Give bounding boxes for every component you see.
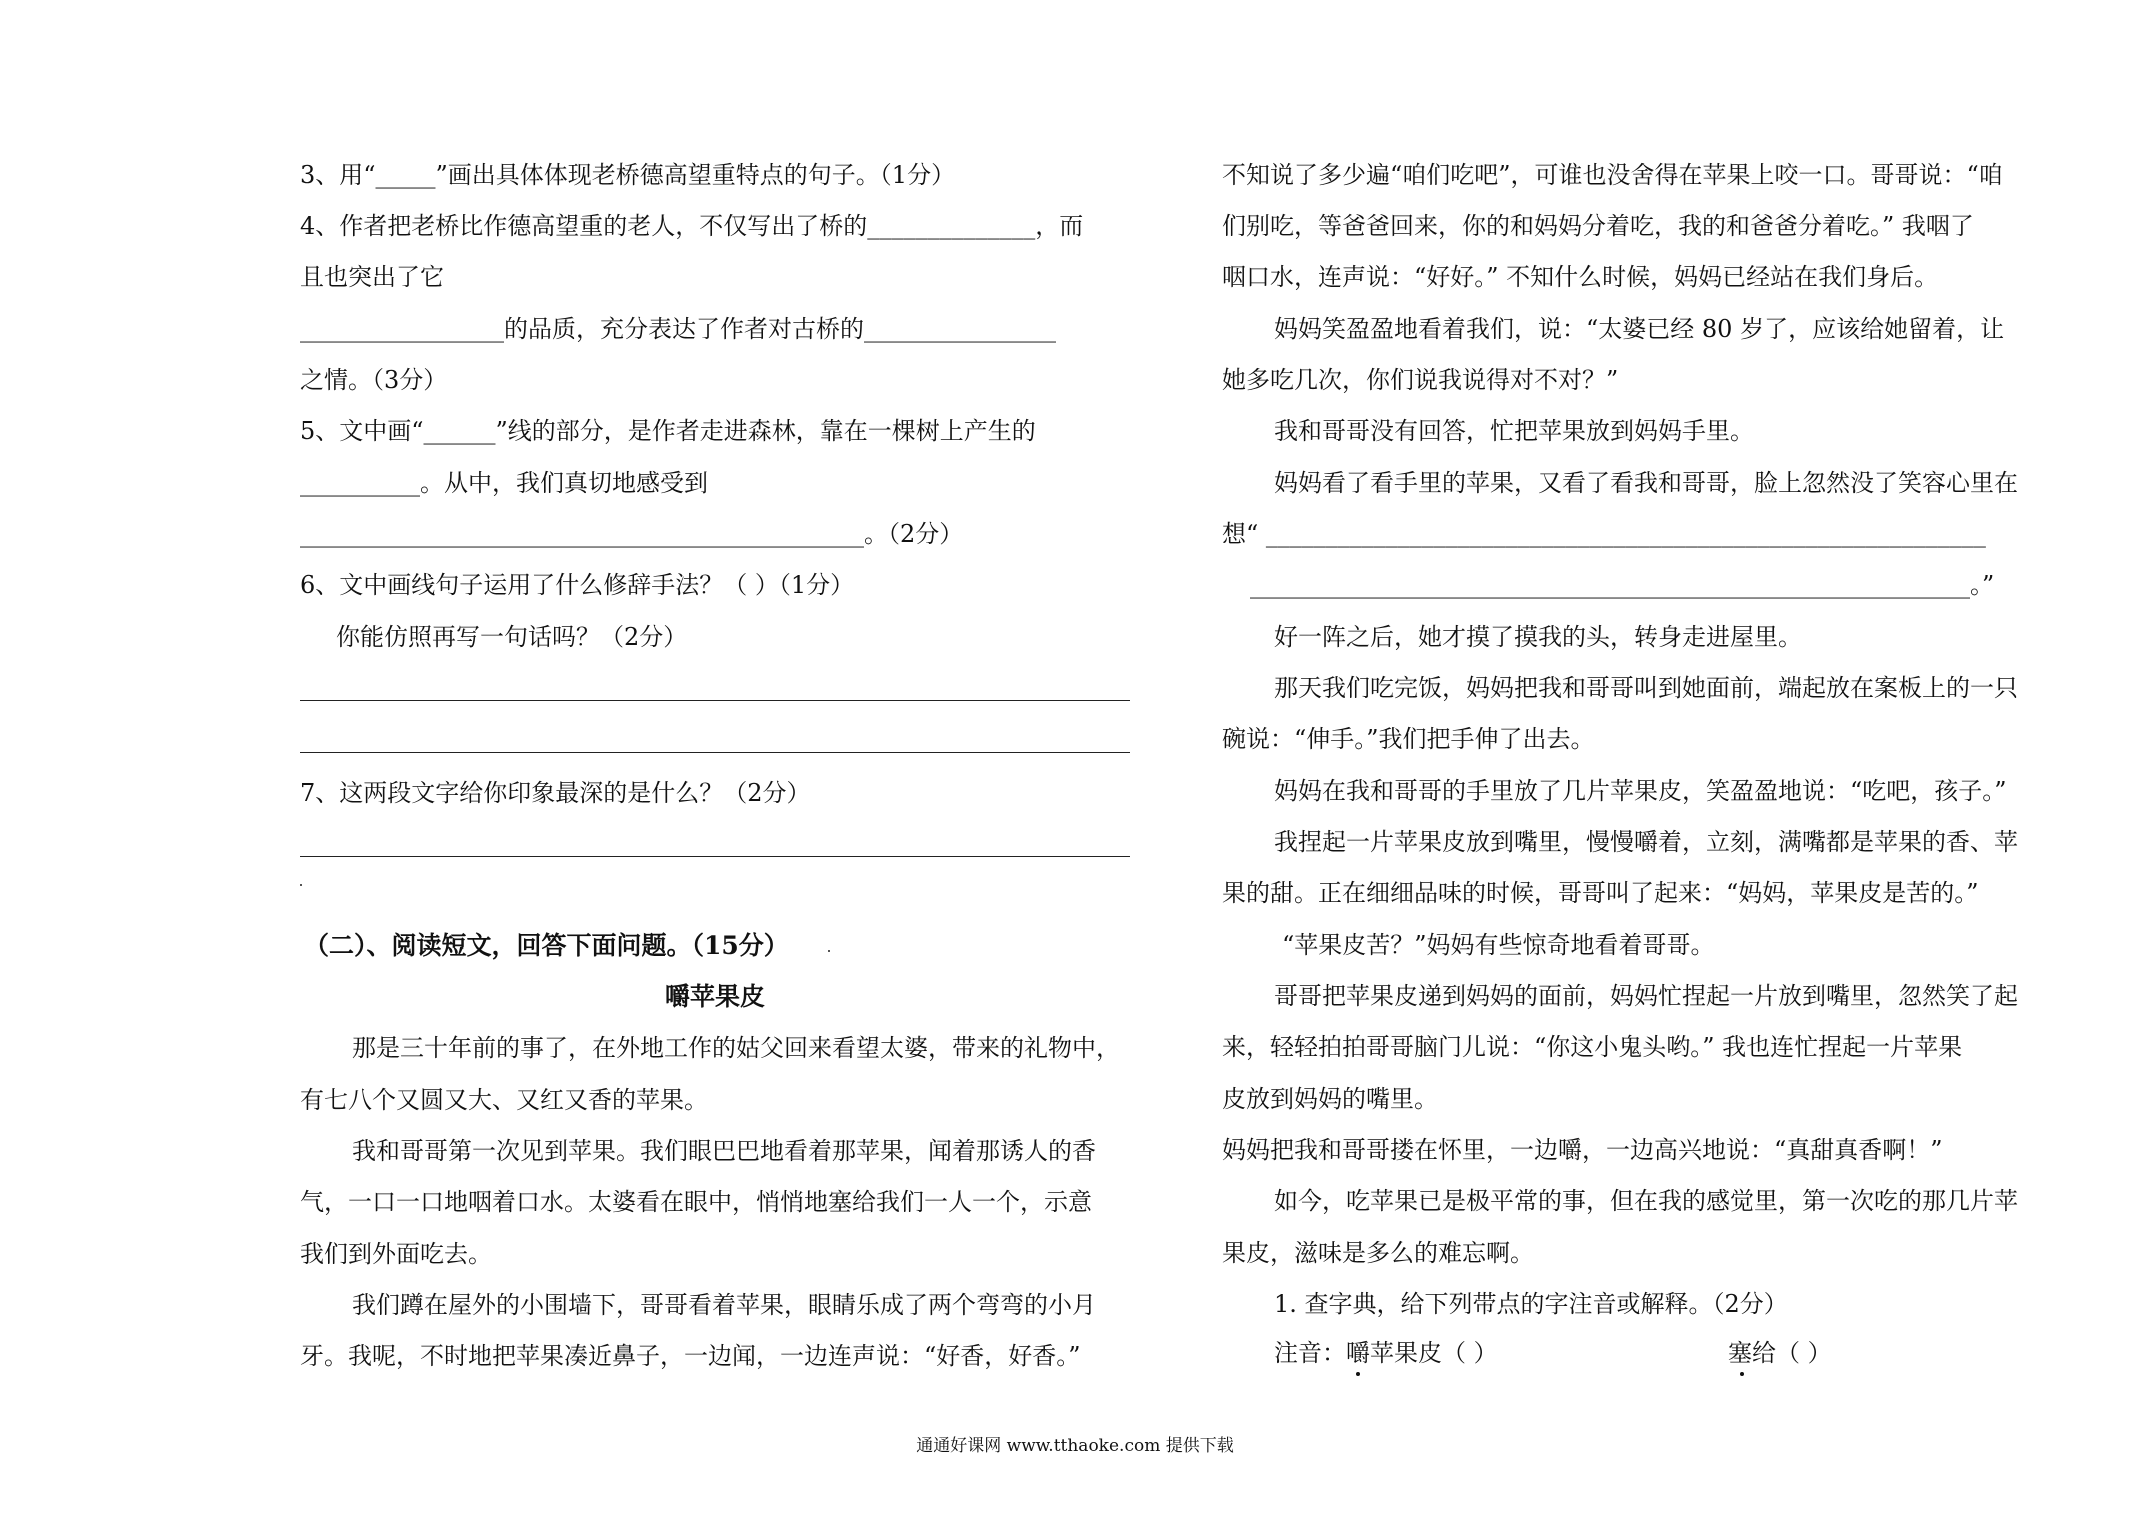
- question-3: 3、用“_____”画出具体体现老桥德高望重特点的句子。（1分）: [300, 161, 956, 189]
- page-footer: 通通好课网 www.tthaoke.com 提供下载: [916, 1436, 1234, 1456]
- scan-speck: [300, 884, 302, 886]
- question-4-line-4: 之情。（3分）: [300, 366, 448, 394]
- paragraph-line: 们别吃，等爸爸回来，你的和妈妈分着吃，我的和爸爸分着吃。” 我咽了: [1222, 212, 1974, 240]
- question-4-line-1: 4、作者把老桥比作德高望重的老人，不仅写出了桥的______________，而: [300, 212, 1084, 240]
- paragraph-line: “苹果皮苦？”妈妈有些惊奇地看着哥哥。: [1282, 931, 1715, 959]
- paragraph-line: 那天我们吃完饭，妈妈把我和哥哥叫到她面前，端起放在案板上的一只: [1274, 674, 2018, 702]
- answer-line: [300, 752, 1130, 753]
- question-5-line-1: 5、文中画“______”线的部分，是作者走进森林，靠在一棵树上产生的: [300, 417, 1036, 445]
- paragraph-line: 好一阵之后，她才摸了摸我的头，转身走进屋里。: [1274, 623, 1802, 651]
- pinyin-item-1: 注音：嚼苹果皮（ ）: [1274, 1339, 1498, 1367]
- paragraph-line: 我们到外面吃去。: [300, 1240, 492, 1268]
- story-title: 嚼苹果皮: [664, 982, 765, 1011]
- paragraph-line: 妈妈看了看手里的苹果，又看了看我和哥哥，脸上忽然没了笑容心里在: [1274, 469, 2018, 497]
- emphasis-dot: [1740, 1372, 1744, 1376]
- paragraph-line: 妈妈笑盈盈地看着我们，说：“太婆已经 80 岁了，应该给她留着，让: [1274, 315, 2005, 343]
- paragraph-line: 那是三十年前的事了，在外地工作的姑父回来看望太婆，带来的礼物中，: [352, 1034, 1120, 1062]
- paragraph-line: 妈妈把我和哥哥搂在怀里，一边嚼，一边高兴地说：“真甜真香啊！”: [1222, 1136, 1943, 1164]
- paragraph-line: 牙。我呢，不时地把苹果凑近鼻子，一边闻，一边连声说：“好香，好香。”: [300, 1342, 1081, 1370]
- paragraph-line: 来，轻轻拍拍哥哥脑门儿说：“你这小鬼头哟。” 我也连忙捏起一片苹果: [1222, 1033, 1963, 1061]
- scan-speck: [828, 950, 830, 952]
- paragraph-line: 我和哥哥第一次见到苹果。我们眼巴巴地看着那苹果，闻着那诱人的香: [352, 1137, 1096, 1165]
- paragraph-line: 我们蹲在屋外的小围墙下，哥哥看着苹果，眼睛乐成了两个弯弯的小月: [352, 1291, 1096, 1319]
- paragraph-line: 咽口水，连声说：“好好。” 不知什么时候，妈妈已经站在我们身后。: [1222, 263, 1939, 291]
- paragraph-line: 不知说了多少遍“咱们吃吧”，可谁也没舍得在苹果上咬一口。哥哥说：“咱: [1222, 161, 2003, 189]
- question-4-line-3: _________________的品质，充分表达了作者对古桥的________________: [300, 315, 1056, 343]
- paragraph-line: 果皮，滋味是多么的难忘啊。: [1222, 1239, 1534, 1267]
- paragraph-line: ____________________________________________________________。”: [1250, 571, 1995, 599]
- answer-line: [300, 856, 1130, 857]
- paragraph-line: 我捏起一片苹果皮放到嘴里，慢慢嚼着，立刻，满嘴都是苹果的香、苹: [1274, 828, 2018, 856]
- question-4-line-2: 且也突出了它: [300, 263, 444, 291]
- answer-line: [300, 700, 1130, 701]
- paragraph-line: 碗说：“伸手。”我们把手伸了出去。: [1222, 725, 1595, 753]
- question-5-line-3: _______________________________________________。（2分）: [300, 520, 964, 548]
- paragraph-line: 果的甜。正在细细品味的时候，哥哥叫了起来：“妈妈，苹果皮是苦的。”: [1222, 879, 1979, 907]
- paragraph-line: 妈妈在我和哥哥的手里放了几片苹果皮，笑盈盈地说：“吃吧，孩子。”: [1274, 777, 2007, 805]
- section-heading: （二）、阅读短文，回答下面问题。（15分）: [304, 931, 789, 960]
- question-6-line-1: 6、文中画线句子运用了什么修辞手法？（ ）（1分）: [300, 571, 855, 599]
- paragraph-line: 气，一口一口地咽着口水。太婆看在眼中，悄悄地塞给我们一人一个，示意: [300, 1188, 1092, 1216]
- paragraph-line: 她多吃几次，你们说我说得对不对？”: [1222, 366, 1619, 394]
- question-1: 1. 查字典，给下列带点的字注音或解释。（2分）: [1274, 1290, 1788, 1318]
- paragraph-line: 皮放到妈妈的嘴里。: [1222, 1085, 1438, 1113]
- paragraph-line: 如今，吃苹果已是极平常的事，但在我的感觉里，第一次吃的那几片苹: [1274, 1187, 2018, 1215]
- question-5-line-2: __________。从中，我们真切地感受到: [300, 469, 708, 497]
- pinyin-item-2: 塞给（ ）: [1728, 1339, 1832, 1367]
- question-6-line-2: 你能仿照再写一句话吗？（2分）: [336, 623, 688, 651]
- paragraph-line: 我和哥哥没有回答，忙把苹果放到妈妈手里。: [1274, 417, 1754, 445]
- paragraph-line: 有七八个又圆又大、又红又香的苹果。: [300, 1086, 708, 1114]
- emphasis-dot: [1356, 1372, 1360, 1376]
- paragraph-line: 想“ ____________________________________________________________: [1222, 520, 1986, 548]
- paragraph-line: 哥哥把苹果皮递到妈妈的面前，妈妈忙捏起一片放到嘴里，忽然笑了起: [1274, 982, 2018, 1010]
- question-7: 7、这两段文字给你印象最深的是什么？（2分）: [300, 779, 811, 807]
